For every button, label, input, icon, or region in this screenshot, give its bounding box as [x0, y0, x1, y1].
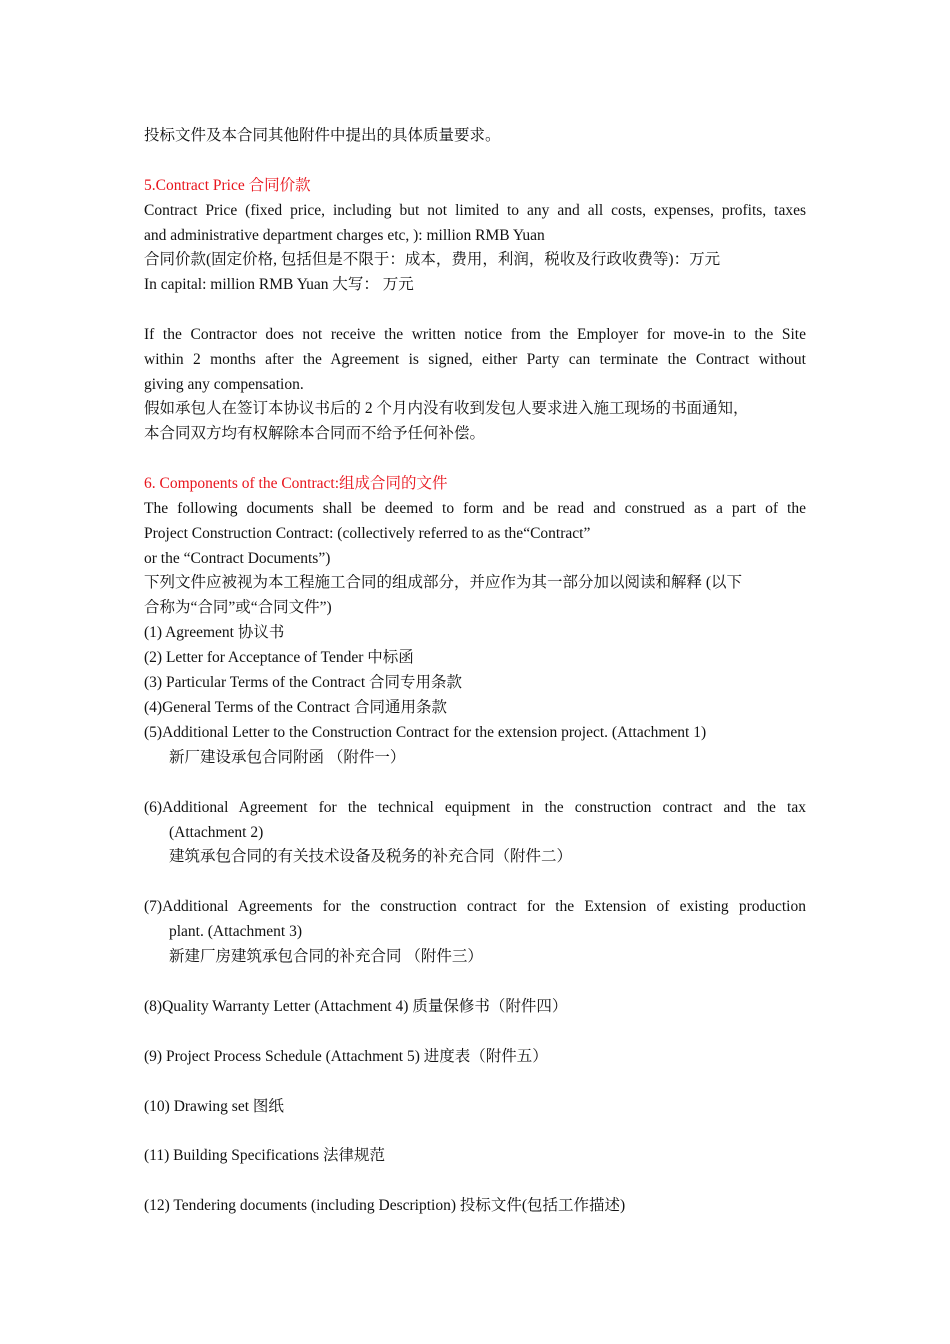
list-item-7-en-line-1: (7)Additional Agreements for the construction contract for the Extension of existing production: [144, 898, 806, 915]
terminate-cn-line-1: 假如承包人在签订本协议书后的 2 个月内没有收到发包人要求进入施工现场的书面通知，: [144, 400, 749, 417]
list-item-8: (8)Quality Warranty Letter (Attachment 4) 质量保修书（附件四）: [144, 998, 568, 1015]
section5-heading: 5.Contract Price 合同价款: [144, 177, 311, 194]
price-en-line-1: Contract Price (fixed price, including but not limited to any and all costs, expenses, profits, taxes: [144, 202, 806, 219]
terminate-cn-line-2: 本合同双方均有权解除本合同而不给予任何补偿。: [144, 425, 486, 442]
list-item-6-cn: 建筑承包合同的有关技术设备及税务的补充合同（附件二）: [169, 848, 573, 865]
list-item-11: (11) Building Specifications 法律规范: [144, 1147, 385, 1164]
price-cn-line: 合同价款(固定价格, 包括但是不限于：成本，费用，利润，税收及行政收费等)：万元: [144, 251, 721, 268]
components-intro-en-line-2: Project Construction Contract: (collectively referred to as the“Contract”: [144, 525, 591, 542]
list-item-10: (10) Drawing set 图纸: [144, 1098, 284, 1115]
components-intro-cn-line-1: 下列文件应被视为本工程施工合同的组成部分，并应作为其一部分加以阅读和解释 (以下: [144, 574, 743, 591]
components-intro-en-line-1: The following documents shall be deemed to form and be read and construed as a part of the: [144, 500, 806, 517]
list-item-9: (9) Project Process Schedule (Attachment 5) 进度表（附件五）: [144, 1048, 548, 1065]
intro-line: 投标文件及本合同其他附件中提出的具体质量要求。: [144, 127, 501, 144]
section6-heading: 6. Components of the Contract:组成合同的文件: [144, 475, 448, 492]
list-item-1: (1) Agreement 协议书: [144, 624, 285, 641]
list-item-5-cn: 新厂建设承包合同附函 （附件一）: [169, 749, 406, 766]
list-item-7-en-line-2: plant. (Attachment 3): [169, 923, 302, 940]
price-en-line-2: and administrative department charges etc, ): million RMB Yuan: [144, 227, 545, 244]
list-item-3: (3) Particular Terms of the Contract 合同专用条款: [144, 674, 463, 691]
list-item-12: (12) Tendering documents (including Description) 投标文件(包括工作描述): [144, 1197, 626, 1214]
list-item-6-en-line-1: (6)Additional Agreement for the technical equipment in the construction contract and the tax: [144, 799, 806, 816]
capital-line: In capital: million RMB Yuan 大写： 万元: [144, 276, 414, 293]
terminate-en-line-3: giving any compensation.: [144, 376, 304, 393]
list-item-2: (2) Letter for Acceptance of Tender 中标函: [144, 649, 414, 666]
components-intro-cn-line-2: 合称为“合同”或“合同文件”): [144, 599, 332, 616]
terminate-en-line-1: If the Contractor does not receive the written notice from the Employer for move-in to the Site: [144, 326, 806, 343]
components-intro-en-line-3: or the “Contract Documents”): [144, 550, 331, 567]
terminate-en-line-2: within 2 months after the Agreement is signed, either Party can terminate the Contract without: [144, 351, 806, 368]
list-item-7-cn: 新建厂房建筑承包合同的补充合同 （附件三）: [169, 948, 483, 965]
list-item-5-en: (5)Additional Letter to the Construction Contract for the extension project. (Attachment 1): [144, 724, 707, 741]
list-item-4: (4)General Terms of the Contract 合同通用条款: [144, 699, 447, 716]
list-item-6-en-line-2: (Attachment 2): [169, 824, 264, 841]
